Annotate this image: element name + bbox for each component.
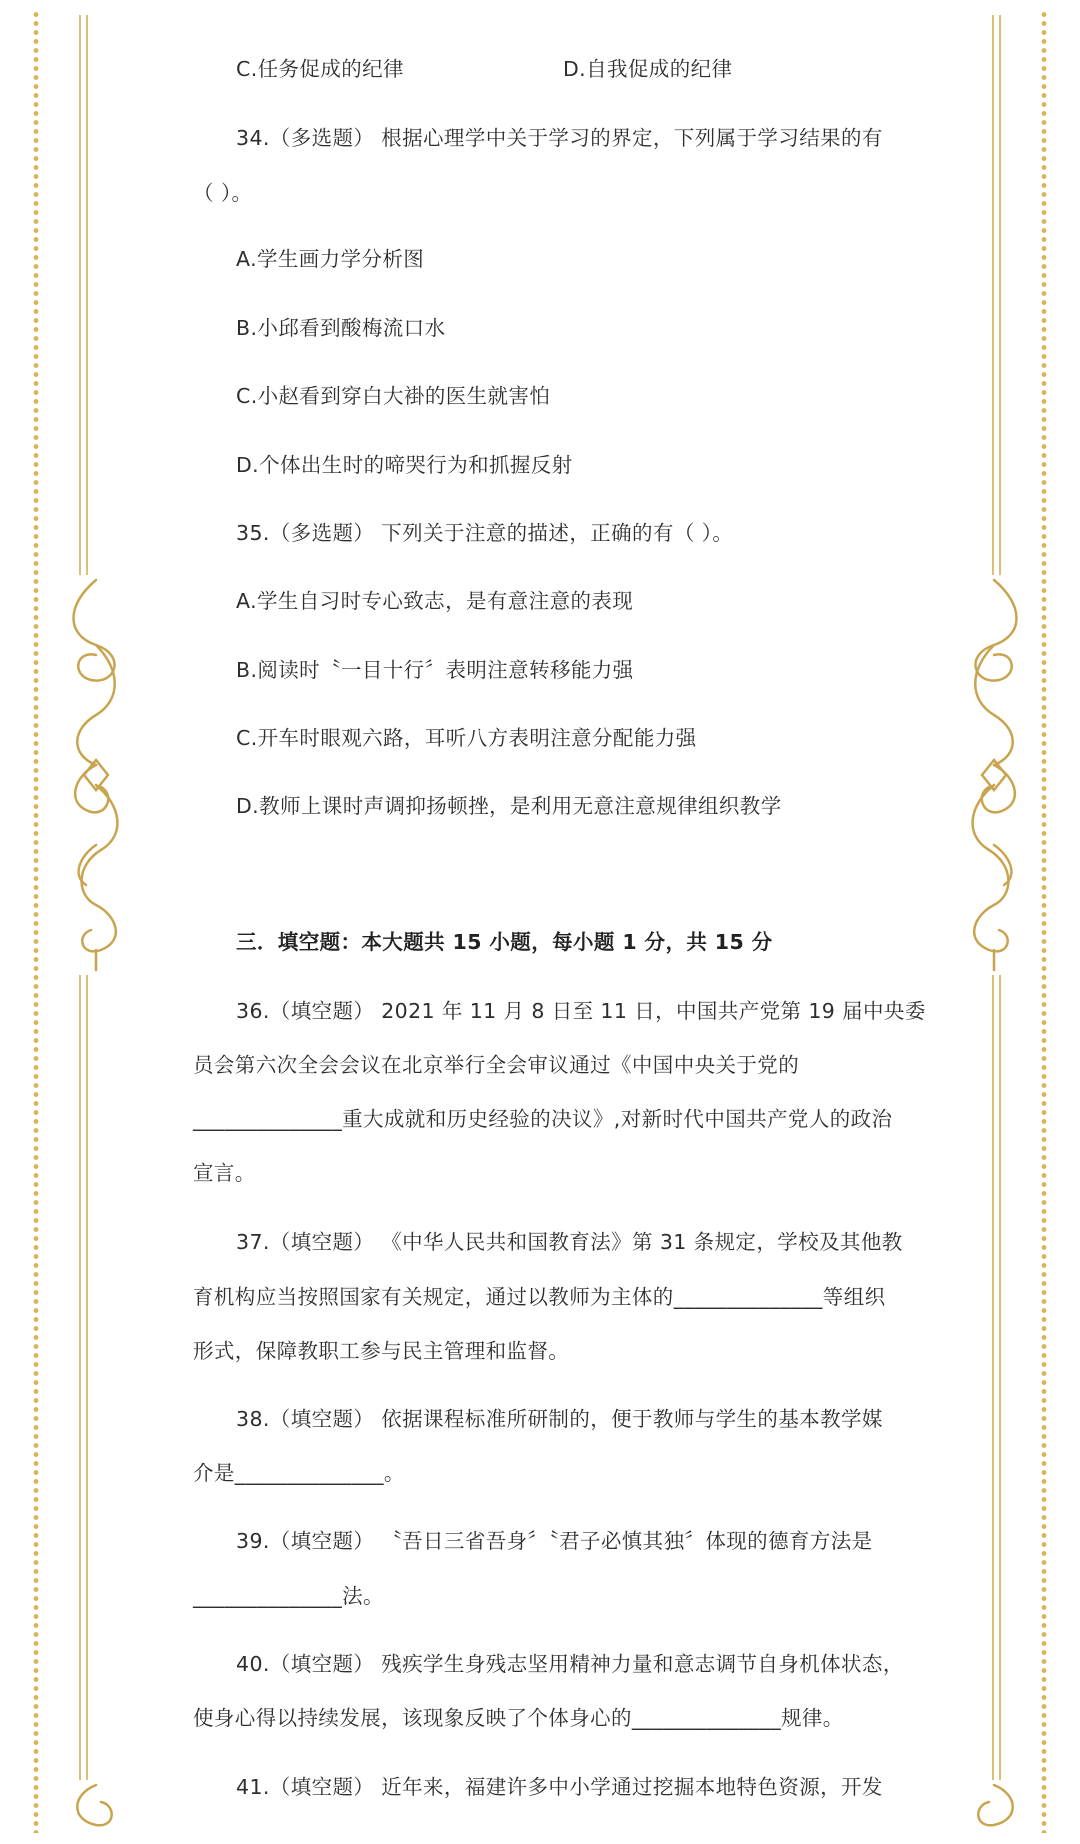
section-3-heading: 三．填空题：本大题共 15 小题，每小题 1 分，共 15 分 xyxy=(236,930,773,954)
q39-line-1: 39.（填空题） 〝吾日三省吾身〞〝君子必慎其独〞体现的德育方法是 xyxy=(236,1529,873,1553)
q37-line-3: 形式，保障教职工参与民主管理和监督。 xyxy=(193,1339,570,1363)
q36-line-1: 36.（填空题） 2021 年 11 月 8 日至 11 日，中国共产党第 19 届中央委 xyxy=(236,999,926,1023)
q35-option-b: B.阅读时〝一目十行〞表明注意转移能力强 xyxy=(236,658,634,682)
q36-line-2: 员会第六次全会会议在北京举行全会审议通过《中国中央关于党的 xyxy=(193,1053,800,1077)
q34-option-d: D.个体出生时的啼哭行为和抓握反射 xyxy=(236,453,573,477)
q34-option-c: C.小赵看到穿白大褂的医生就害怕 xyxy=(236,384,551,408)
q33-option-d: D.自我促成的纪律 xyxy=(563,57,733,81)
q35-option-d: D.教师上课时声调抑扬顿挫，是利用无意注意规律组织教学 xyxy=(236,794,782,818)
q39-line-2: ______________法。 xyxy=(193,1584,384,1608)
q41-line-1: 41.（填空题） 近年来，福建许多中小学通过挖掘本地特色资源，开发 xyxy=(236,1775,883,1799)
q35-option-a: A.学生自习时专心致志，是有意注意的表现 xyxy=(236,589,634,613)
q40-line-1: 40.（填空题） 残疾学生身残志坚用精神力量和意志调节自身机体状态， xyxy=(236,1652,904,1676)
q35-option-c: C.开车时眼观六路，耳听八方表明注意分配能力强 xyxy=(236,726,697,750)
q37-line-2: 育机构应当按照国家有关规定，通过以教师为主体的______________等组织 xyxy=(193,1285,886,1309)
q34-option-a: A.学生画力学分析图 xyxy=(236,247,425,271)
q38-line-2: 介是______________。 xyxy=(193,1461,405,1485)
right-dot-border xyxy=(1039,10,1049,1833)
left-bottom-ornament xyxy=(56,1780,136,1840)
q34-option-b: B.小邱看到酸梅流口水 xyxy=(236,316,446,340)
q38-line-1: 38.（填空题） 依据课程标准所研制的，便于教师与学生的基本教学媒 xyxy=(236,1407,883,1431)
q40-line-2: 使身心得以持续发展，该现象反映了个体身心的______________规律。 xyxy=(193,1706,844,1730)
q36-line-3: ______________重大成就和历史经验的决议》,对新时代中国共产党人的政治 xyxy=(193,1107,893,1131)
q33-option-c: C.任务促成的纪律 xyxy=(236,57,404,81)
q34-stem: 34.（多选题） 根据心理学中关于学习的界定，下列属于学习结果的有 xyxy=(236,126,883,150)
right-scroll-ornament xyxy=(954,575,1034,975)
left-dot-border xyxy=(31,10,41,1833)
q36-line-4: 宣言。 xyxy=(193,1161,256,1185)
right-bottom-ornament xyxy=(954,1780,1034,1840)
q37-line-1: 37.（填空题） 《中华人民共和国教育法》第 31 条规定，学校及其他教 xyxy=(236,1230,903,1254)
left-scroll-ornament xyxy=(56,575,136,975)
q34-stem-blank: （ ）。 xyxy=(193,181,253,205)
q35-stem: 35.（多选题） 下列关于注意的描述，正确的有（ ）。 xyxy=(236,521,734,545)
